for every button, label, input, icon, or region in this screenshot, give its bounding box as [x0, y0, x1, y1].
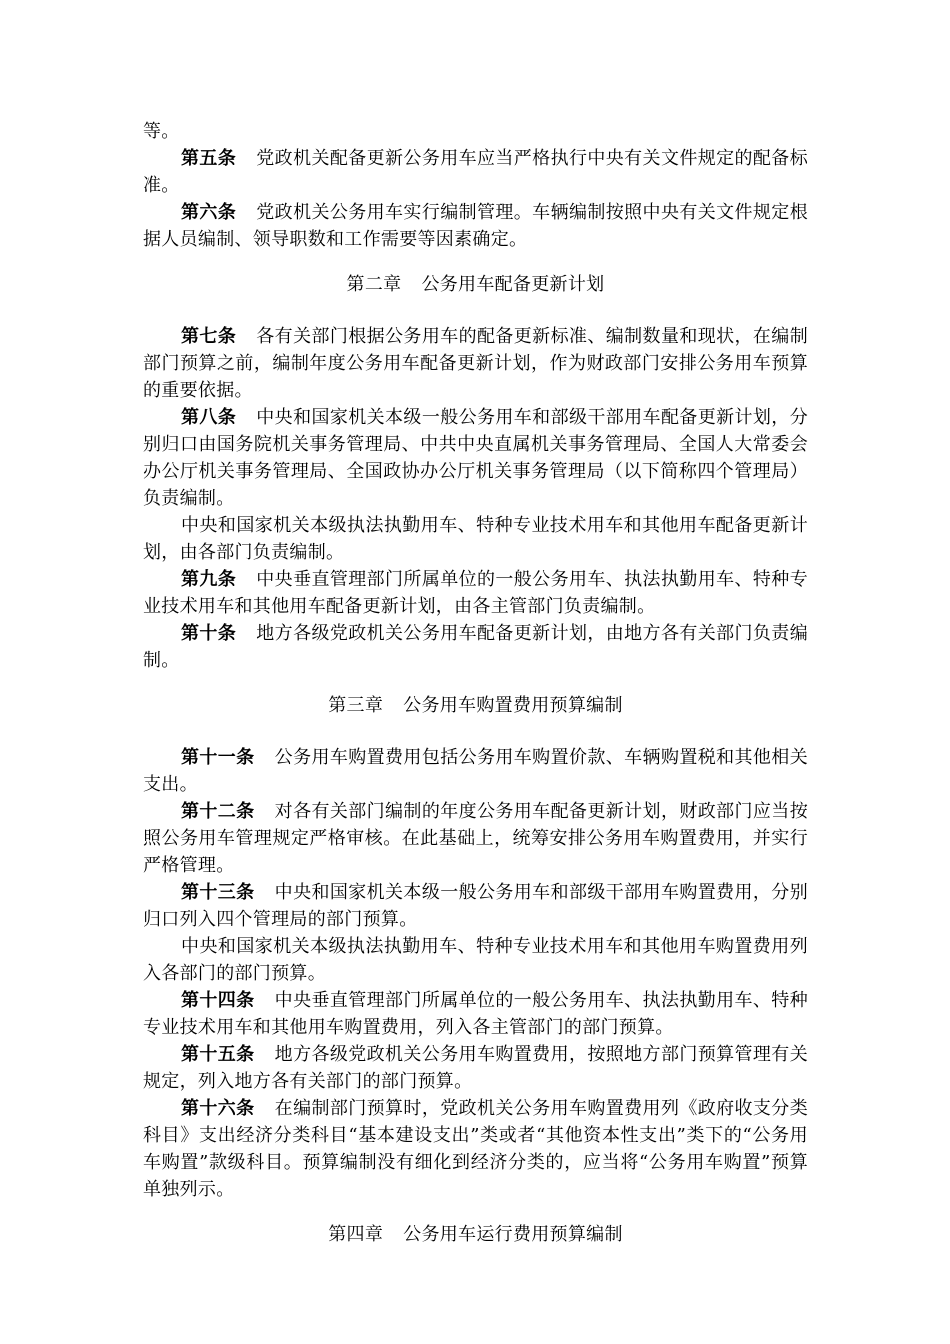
continuation-label: 等。 — [143, 121, 180, 142]
article-5 — [143, 145, 808, 199]
document-page — [143, 118, 808, 1273]
article-number: 第十条 — [181, 623, 237, 644]
article-10 — [143, 620, 808, 674]
paragraph-text: 中央和国家机关本级执法执勤用车、特种专业技术用车和其他用车购置费用列入各部门的部门预算。 — [143, 936, 808, 984]
article-14 — [143, 987, 808, 1041]
article-13 — [143, 879, 808, 933]
article-16 — [143, 1095, 808, 1203]
chapter-number: 第四章 — [328, 1224, 384, 1245]
article-number: 第十二条 — [181, 801, 255, 822]
chapter-2-heading — [143, 271, 808, 298]
article-text: 党政机关公务用车实行编制管理。车辆编制按照中央有关文件规定根据人员编制、领导职数和工作需要等因素确定。 — [143, 202, 808, 250]
article-8 — [143, 404, 808, 512]
chapter-3-heading — [143, 692, 808, 719]
continuation-text — [143, 118, 808, 145]
article-text: 中央垂直管理部门所属单位的一般公务用车、执法执勤用车、特种专业技术用车和其他用车购置费用，列入各主管部门的部门预算。 — [143, 990, 808, 1038]
chapter-number: 第三章 — [328, 695, 384, 716]
article-text: 在编制部门预算时，党政机关公务用车购置费用列《政府收支分类科目》支出经济分类科目“基本建设支出”类或者“其他资本性支出”类下的“公务用车购置”款级科目。预算编制没有细化到经济分类的，应当将“公务用车购置”预算单独列示。 — [143, 1098, 808, 1200]
article-text: 公务用车购置费用包括公务用车购置价款、车辆购置税和其他相关支出。 — [143, 747, 808, 795]
article-number: 第十四条 — [181, 990, 255, 1011]
article-text: 各有关部门根据公务用车的配备更新标准、编制数量和现状，在编制部门预算之前，编制年度公务用车配备更新计划，作为财政部门安排公务用车预算的重要依据。 — [143, 326, 808, 401]
article-number: 第七条 — [181, 326, 237, 347]
article-text: 地方各级党政机关公务用车配备更新计划，由地方各有关部门负责编制。 — [143, 623, 808, 671]
chapter-4-heading — [143, 1221, 808, 1248]
chapter-title: 公务用车购置费用预算编制 — [403, 695, 623, 716]
article-text: 中央和国家机关本级一般公务用车和部级干部用车购置费用，分别归口列入四个管理局的部门预算。 — [143, 882, 808, 930]
article-12 — [143, 798, 808, 879]
paragraph-text: 中央和国家机关本级执法执勤用车、特种专业技术用车和其他用车配备更新计划，由各部门负责编制。 — [143, 515, 808, 563]
article-number: 第十六条 — [181, 1098, 255, 1119]
chapter-number: 第二章 — [346, 274, 402, 295]
article-number: 第九条 — [181, 569, 237, 590]
article-15 — [143, 1041, 808, 1095]
article-number: 第十三条 — [181, 882, 255, 903]
article-number: 第五条 — [181, 148, 237, 169]
article-text: 对各有关部门编制的年度公务用车配备更新计划，财政部门应当按照公务用车管理规定严格审核。在此基础上，统筹安排公务用车购置费用，并实行严格管理。 — [143, 801, 808, 876]
article-number: 第十五条 — [181, 1044, 255, 1065]
article-6 — [143, 199, 808, 253]
chapter-title: 公务用车配备更新计划 — [421, 274, 605, 295]
chapter-title: 公务用车运行费用预算编制 — [403, 1224, 623, 1245]
article-number: 第六条 — [181, 202, 237, 223]
article-text: 地方各级党政机关公务用车购置费用，按照地方部门预算管理有关规定，列入地方各有关部门的部门预算。 — [143, 1044, 808, 1092]
article-7 — [143, 323, 808, 404]
article-9 — [143, 566, 808, 620]
article-text: 中央和国家机关本级一般公务用车和部级干部用车配备更新计划，分别归口由国务院机关事务管理局、中共中央直属机关事务管理局、全国人大常委会办公厅机关事务管理局、全国政协办公厅机关事务管理局（以下简称四个管理局）负责编制。 — [143, 407, 808, 509]
article-11 — [143, 744, 808, 798]
article-number: 第十一条 — [181, 747, 255, 768]
article-text: 中央垂直管理部门所属单位的一般公务用车、执法执勤用车、特种专业技术用车和其他用车配备更新计划，由各主管部门负责编制。 — [143, 569, 808, 617]
article-number: 第八条 — [181, 407, 237, 428]
article-13-paragraph-2 — [143, 933, 808, 987]
article-8-paragraph-2 — [143, 512, 808, 566]
article-text: 党政机关配备更新公务用车应当严格执行中央有关文件规定的配备标准。 — [143, 148, 808, 196]
